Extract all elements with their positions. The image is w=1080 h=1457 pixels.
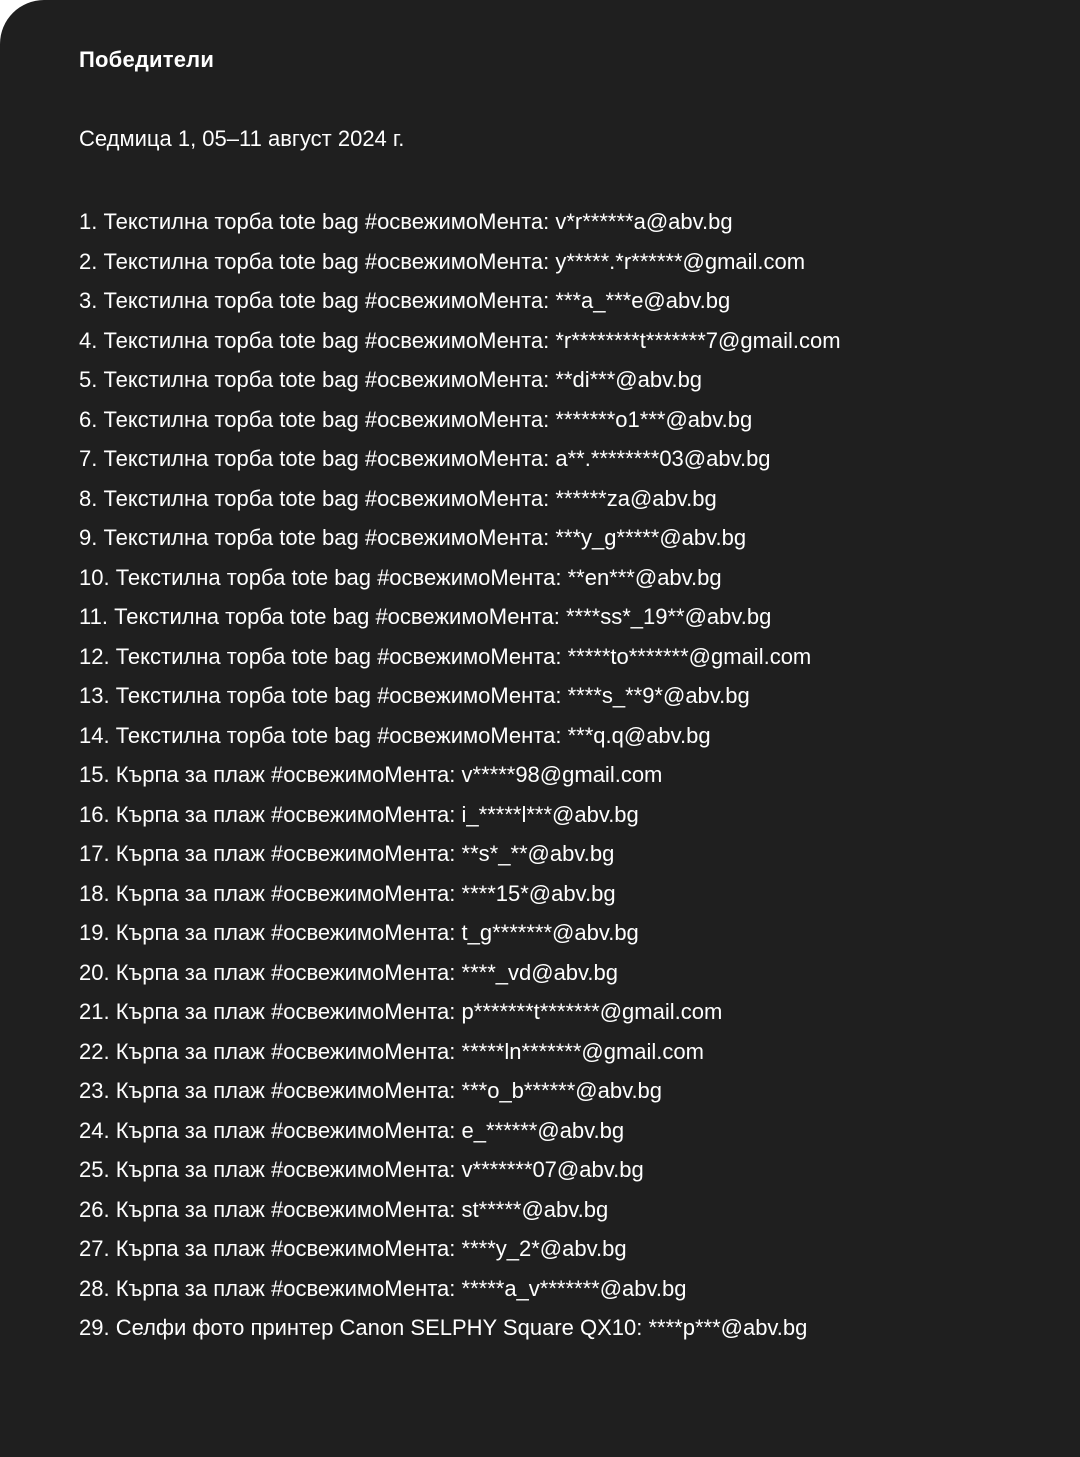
winner-item: 4. Текстилна торба tote bag #освежимоМента: *r********t*******7@gmail.com [79,327,841,353]
week-label: Седмица 1, 05–11 август 2024 г. [79,126,405,151]
winner-item: 25. Кърпа за плаж #освежимоМента: v*******07@abv.bg [79,1157,644,1182]
winner-item: 27. Кърпа за плаж #освежимоМента: ****y_2*@abv.bg [79,1236,627,1261]
winner-item: 26. Кърпа за плаж #освежимоМента: st*****@abv.bg [79,1196,609,1222]
page-title: Победители [79,47,215,72]
winner-item: 13. Текстилна торба tote bag #освежимоМента: ****s_**9*@abv.bg [79,683,750,708]
winner-item: 16. Кърпа за плаж #освежимоМента: i_*****l***@abv.bg [79,801,639,827]
winner-item: 22. Кърпа за плаж #освежимоМента: *****ln*******@gmail.com [79,1038,704,1064]
winner-item: 29. Селфи фото принтер Canon SELPHY Square QX10: ****p***@abv.bg [79,1315,808,1340]
winner-item: 15. Кърпа за плаж #освежимоМента: v*****98@gmail.com [79,762,663,787]
winner-item: 21. Кърпа за плаж #освежимоМента: p*******t*******@gmail.com [79,999,723,1024]
winner-item: 11. Текстилна торба tote bag #освежимоМента: ****ss*_19**@abv.bg [79,604,772,629]
winner-item: 2. Текстилна торба tote bag #освежимоМента: y*****.*r******@gmail.com [79,248,806,274]
winner-item: 18. Кърпа за плаж #освежимоМента: ****15*@abv.bg [79,880,616,906]
winner-item: 14. Текстилна торба tote bag #освежимоМента: ***q.q@abv.bg [79,722,711,748]
winner-item: 8. Текстилна торба tote bag #освежимоМента: ******za@abv.bg [79,485,717,511]
winner-item: 20. Кърпа за плаж #освежимоМента: ****_vd@abv.bg [79,959,618,985]
winner-item: 5. Текстилна торба tote bag #освежимоМента: **di***@abv.bg [79,367,703,392]
winners-list [79,202,1040,1348]
winner-item: 10. Текстилна торба tote bag #освежимоМента: **en***@abv.bg [79,564,722,590]
winner-item: 23. Кърпа за плаж #освежимоМента: ***o_b******@abv.bg [79,1078,663,1103]
winner-item: 24. Кърпа за плаж #освежимоМента: e_******@abv.bg [79,1117,625,1143]
winner-item: 19. Кърпа за плаж #освежимоМента: t_g*******@abv.bg [79,920,639,945]
winner-item: 1. Текстилна торба tote bag #освежимоМента: v*r******a@abv.bg [79,209,733,234]
winner-item: 6. Текстилна торба tote bag #освежимоМента: *******o1***@abv.bg [79,406,753,432]
winner-item: 28. Кърпа за плаж #освежимоМента: *****a_v*******@abv.bg [79,1275,687,1301]
winner-item: 9. Текстилна торба tote bag #освежимоМента: ***y_g*****@abv.bg [79,525,747,550]
winner-item: 12. Текстилна торба tote bag #освежимоМента: *****to*******@gmail.com [79,643,812,669]
winner-item: 17. Кърпа за плаж #освежимоМента: **s*_**@abv.bg [79,841,615,866]
winner-item: 3. Текстилна торба tote bag #освежимоМента: ***a_***e@abv.bg [79,288,731,313]
winner-item: 7. Текстилна торба tote bag #освежимоМента: a**.********03@abv.bg [79,446,771,471]
